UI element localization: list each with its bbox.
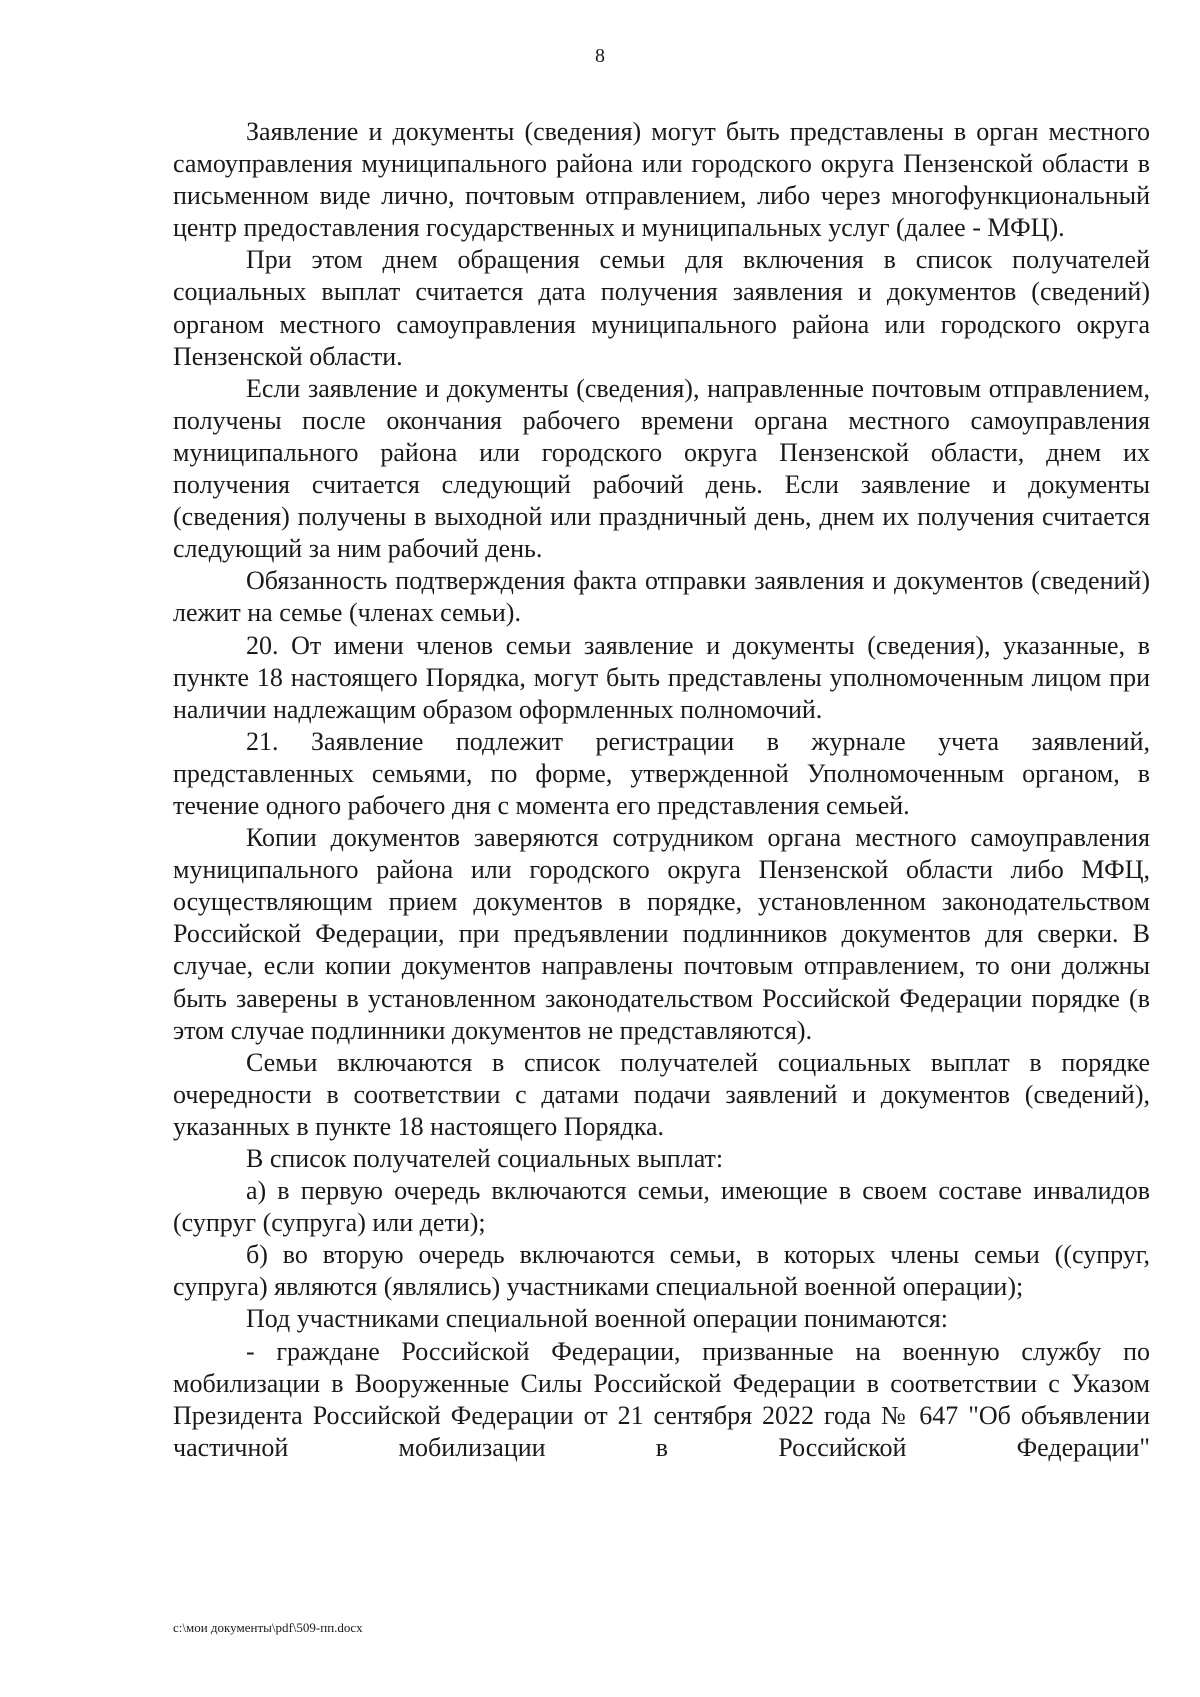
paragraph: - граждане Российской Федерации, призванные на военную службу по мобилизации в Вооруженные Силы Российской Федерации в соответствии с Указом Президента Российской Федерации от 21 сентября 2022 года № 647 "Об объявлении частичной мобилизации в Российской Федерации"	[173, 1336, 1150, 1462]
paragraph: Семьи включаются в список получателей социальных выплат в порядке очередности в соответствии с датами подачи заявлений и документов (сведений), указанных в пункте 18 настоящего Порядка.	[173, 1047, 1150, 1141]
paragraph: При этом днем обращения семьи для включения в список получателей социальных выплат считается дата получения заявления и документов (сведений) органом местного самоуправления муниципального района или городского округа Пензенской области.	[173, 245, 1150, 371]
paragraph: 21. Заявление подлежит регистрации в журнале учета заявлений, представленных семьями, по форме, утвержденной Уполномоченным органом, в течение одного рабочего дня с момента его представления семьей.	[173, 726, 1150, 820]
paragraph: Копии документов заверяются сотрудником органа местного самоуправления муниципального района или городского округа Пензенской области либо МФЦ, осуществляющим прием документов в порядке, установленном законодательством Российской Федерации, при предъявлении подлинников документов для сверки. В случае, если копии документов направлены почтовым отправлением, то они должны быть заверены в установленном законодательством Российской Федерации порядке (в этом случае подлинники документов не представляются).	[173, 823, 1150, 1045]
file-path-footer: c:\мои документы\pdf\509-пп.docx	[173, 1620, 363, 1635]
paragraph: В список получателей социальных выплат:	[246, 1144, 724, 1173]
page-number: 8	[595, 45, 605, 67]
paragraph: 20. От имени членов семьи заявление и документы (сведения), указанные, в пункте 18 настоящего Порядка, могут быть представлены уполномоченным лицом при наличии надлежащим образом оформленных полномочий.	[173, 630, 1150, 724]
paragraph: Если заявление и документы (сведения), направленные почтовым отправлением, получены после окончания рабочего времени органа местного самоуправления муниципального района или городского округа Пензенской области, днем их получения считается следующий рабочий день. Если заявление и документы (сведения) получены в выходной или праздничный день, днем их получения считается следующий за ним рабочий день.	[173, 373, 1150, 564]
paragraph: Под участниками специальной военной операции понимаются:	[246, 1304, 948, 1334]
paragraph: Заявление и документы (сведения) могут быть представлены в орган местного самоуправления муниципального района или городского округа Пензенской области в письменном виде лично, почтовым отправлением, либо через многофункциональный центр предоставления государственных и муниципальных услуг (далее - МФЦ).	[173, 117, 1150, 243]
paragraph: б) во вторую очередь включаются семьи, в которых члены семьи ((супруг, супруга) являются (являлись) участниками специальной военной операции);	[173, 1240, 1150, 1302]
document-body	[173, 116, 1150, 1464]
paragraph: а) в первую очередь включаются семьи, имеющие в своем составе инвалидов (супруг (супруга) или дети);	[173, 1176, 1150, 1238]
paragraph: Обязанность подтверждения факта отправки заявления и документов (сведений) лежит на семье (членах семьи).	[173, 566, 1150, 628]
